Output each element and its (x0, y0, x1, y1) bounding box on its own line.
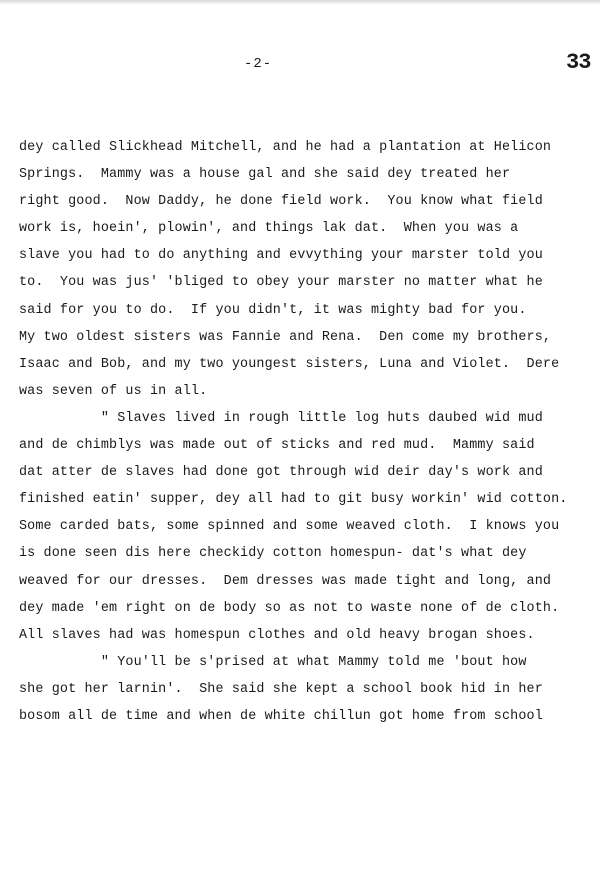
text-line: dey called Slickhead Mitchell, and he had a plantation at Helicon (19, 140, 552, 155)
text-line: weaved for our dresses. Dem dresses was made tight and long, and (19, 573, 552, 589)
text-line: right good. Now Daddy, he done field work. You know what field (19, 194, 543, 210)
text-line: dat atter de slaves had done got through wid deir day's work and (19, 465, 543, 481)
text-line: to. You was jus' 'bliged to obey your marster no matter what he (19, 275, 543, 291)
text-line: and de chimblys was made out of sticks and red mud. Mammy said (19, 438, 535, 454)
text-line: slave you had to do anything and evvything your marster told you (19, 248, 543, 264)
text-line: All slaves had was homespun clothes and old heavy brogan shoes. (19, 627, 535, 643)
stamped-page-number: 33 (566, 50, 591, 75)
text-line: she got her larnin'. She said she kept a school book hid in her (19, 681, 543, 697)
text-line: finished eatin' supper, dey all had to git busy workin' wid cotton. (19, 492, 568, 508)
text-line: bosom all de time and when de white chillun got home from school (19, 708, 543, 724)
text-line: My two oldest sisters was Fannie and Rena. Den come my brothers, (19, 329, 552, 345)
page-number: -2- (244, 56, 273, 72)
text-line: Springs. Mammy was a house gal and she said dey treated her (19, 167, 511, 183)
text-line: dey made 'em right on de body so as not to waste none of de cloth. (19, 600, 560, 616)
text-line: " Slaves lived in rough little log huts daubed wid mud (19, 410, 543, 426)
scan-edge (0, 0, 600, 5)
text-line: " You'll be s'prised at what Mammy told me 'bout how (19, 654, 527, 670)
text-line: Some carded bats, some spinned and some weaved cloth. I knows you (19, 519, 560, 535)
text-line: Isaac and Bob, and my two youngest sisters, Luna and Violet. Dere (19, 356, 560, 372)
text-line: work is, hoein', plowin', and things lak dat. When you was a (19, 221, 519, 237)
text-line: is done seen dis here checkidy cotton homespun- dat's what dey (19, 546, 527, 562)
text-line: said for you to do. If you didn't, it was mighty bad for you. (19, 302, 527, 318)
body-text (19, 138, 594, 734)
text-line: was seven of us in all. (19, 383, 208, 399)
